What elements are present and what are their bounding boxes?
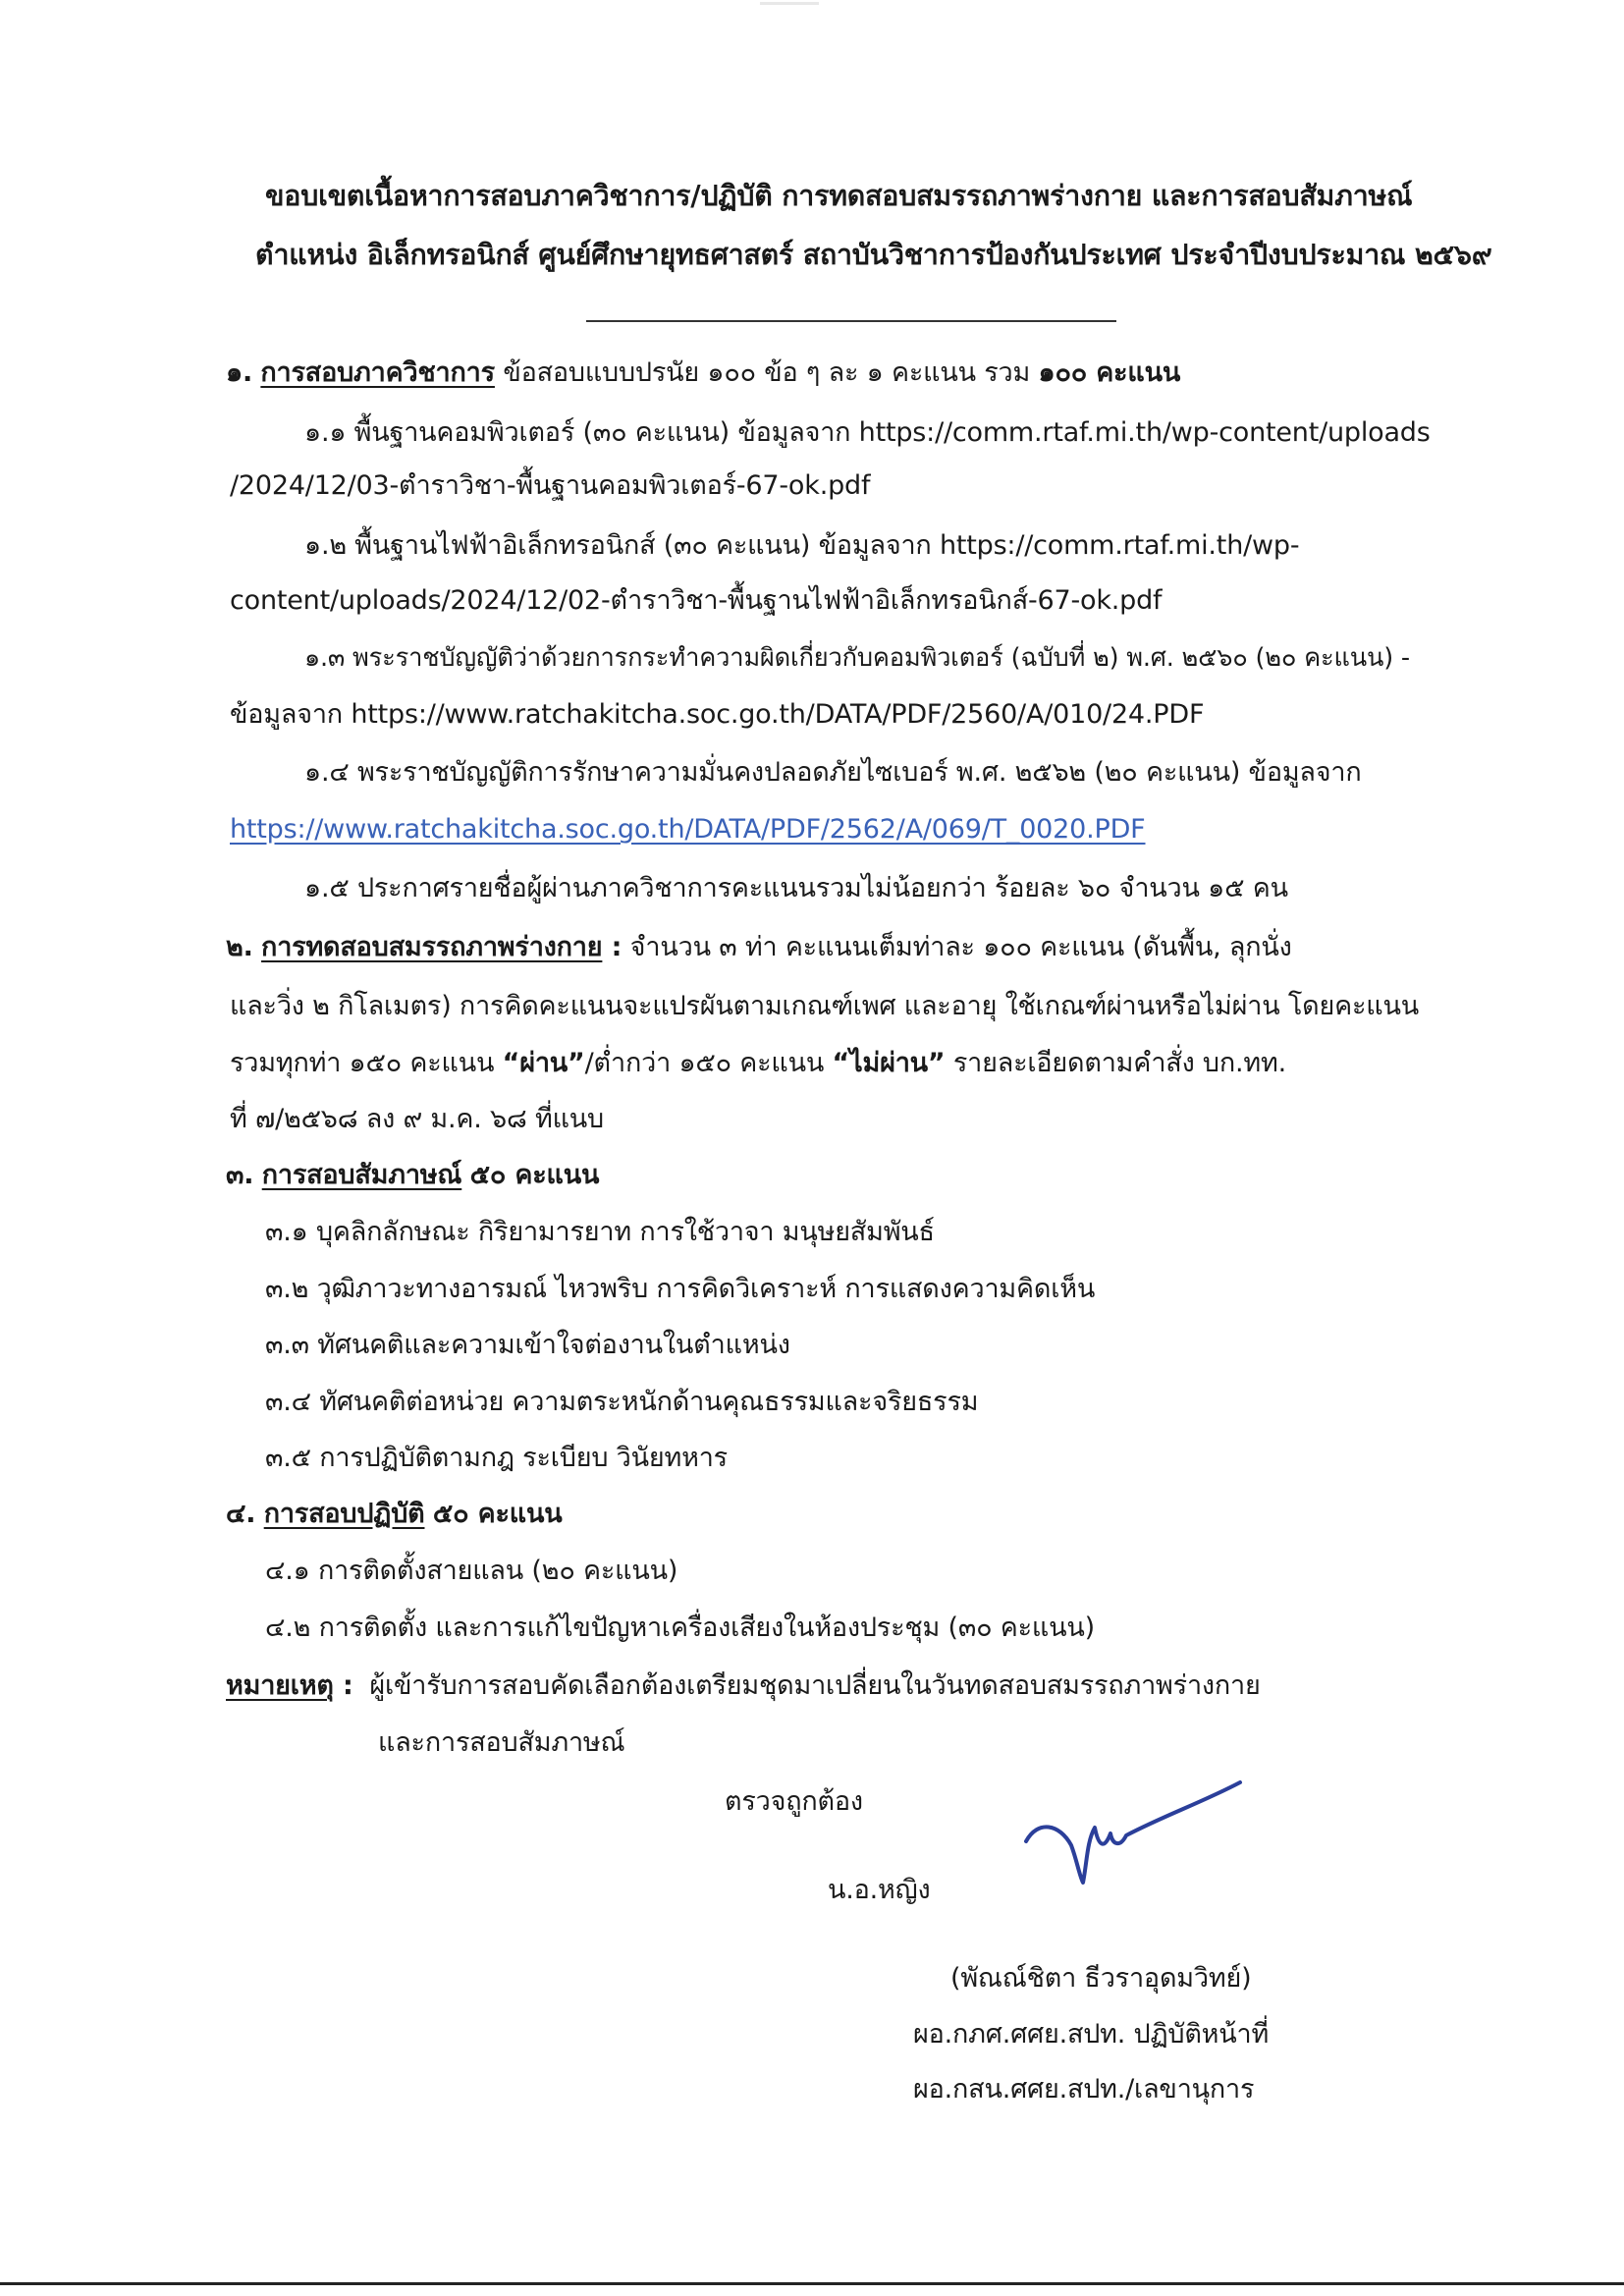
section-4-heading: การสอบปฏิบัติ xyxy=(263,1499,425,1529)
scan-edge-line xyxy=(0,2282,1624,2285)
signer-rank: น.อ.หญิง xyxy=(828,1875,931,1905)
section-2-text-3c: รายละเอียดตามคำสั่ง บก.ทท. xyxy=(952,1048,1286,1078)
section-2-line-1 xyxy=(226,928,1292,967)
pass-label: “ผ่าน” xyxy=(502,1048,585,1078)
title-line-2: ตำแหน่ง อิเล็กทรอนิกส์ ศูนย์ศึกษายุทธศาสตร์ สถาบันวิชาการป้องกันประเทศ ประจำปีงบประมาณ ๒๕๖๙ xyxy=(255,239,1492,271)
section-4-score: ๕๐ คะแนน xyxy=(432,1499,563,1529)
note-text-1: ผู้เข้ารับการสอบคัดเลือกต้องเตรียมชุดมาเปลี่ยนในวันทดสอบสมรรถภาพร่างกาย xyxy=(369,1670,1261,1701)
item-3-1: ๓.๑ บุคลิกลักษณะ กิริยามารยาท การใช้วาจา มนุษยสัมพันธ์ xyxy=(265,1217,935,1247)
note-line-2: และการสอบสัมภาษณ์ xyxy=(378,1727,625,1758)
section-4-line xyxy=(226,1495,562,1534)
item-1-4-link[interactable]: https://www.ratchakitcha.soc.go.th/DATA/PDF/2562/A/069/T_0020.PDF xyxy=(230,814,1146,845)
section-2-line-3 xyxy=(230,1044,1286,1083)
item-3-3: ๓.๓ ทัศนคติและความเข้าใจต่องานในตำแหน่ง xyxy=(265,1330,790,1360)
note-line-1 xyxy=(226,1667,1261,1706)
section-1-total: ๑๐๐ คะแนน xyxy=(1038,357,1181,388)
section-2-line-4: ที่ ๗/๒๕๖๘ ลง ๙ ม.ค. ๖๘ ที่แนบ xyxy=(230,1104,604,1134)
section-1-text: ข้อสอบแบบปรนัย ๑๐๐ ข้อ ๆ ละ ๑ คะแนน รวม xyxy=(503,357,1031,388)
section-3-score: ๕๐ คะแนน xyxy=(469,1160,600,1190)
section-3-number: ๓. xyxy=(226,1160,254,1190)
title-line-1: ขอบเขตเนื้อหาการสอบภาควิชาการ/ปฏิบัติ การทดสอบสมรรถภาพร่างกาย และการสอบสัมภาษณ์ xyxy=(265,180,1413,212)
verified-label: ตรวจถูกต้อง xyxy=(725,1786,863,1817)
item-1-3-line-2: ข้อมูลจาก https://www.ratchakitcha.soc.go.th/DATA/PDF/2560/A/010/24.PDF xyxy=(230,699,1205,730)
section-2-text-1: จำนวน ๓ ท่า คะแนนเต็มท่าละ ๑๐๐ คะแนน (ดันพื้น, ลุกนั่ง xyxy=(629,932,1292,962)
section-4-number: ๔. xyxy=(226,1499,256,1529)
item-1-4-line-1: ๑.๔ พระราชบัญญัติการรักษาความมั่นคงปลอดภัยไซเบอร์ พ.ศ. ๒๕๖๒ (๒๐ คะแนน) ข้อมูลจาก xyxy=(304,757,1362,788)
section-1-line xyxy=(226,354,1180,393)
signer-position-1: ผอ.กภศ.ศศย.สปท. ปฏิบัติหน้าที่ xyxy=(913,2019,1270,2050)
item-1-2-line-1: ๑.๒ พื้นฐานไฟฟ้าอิเล็กทรอนิกส์ (๓๐ คะแนน) ข้อมูลจาก https://comm.rtaf.mi.th/wp- xyxy=(304,530,1300,561)
item-1-1-line-1: ๑.๑ พื้นฐานคอมพิวเตอร์ (๓๐ คะแนน) ข้อมูลจาก https://comm.rtaf.mi.th/wp-content/uploads xyxy=(304,417,1431,448)
section-3-heading: การสอบสัมภาษณ์ xyxy=(261,1160,462,1190)
section-1-number: ๑. xyxy=(226,357,252,388)
note-label: หมายเหตุ xyxy=(226,1670,334,1701)
item-4-2: ๔.๒ การติดตั้ง และการแก้ไขปัญหาเครื่องเสียงในห้องประชุม (๓๐ คะแนน) xyxy=(265,1613,1095,1643)
section-1-heading: การสอบภาควิชาการ xyxy=(260,357,495,388)
signer-name: (พัณณ์ชิตา ธีวราอุดมวิทย์) xyxy=(950,1963,1252,1994)
item-3-2: ๓.๒ วุฒิภาวะทางอารมณ์ ไหวพริบ การคิดวิเคราะห์ การแสดงความคิดเห็น xyxy=(265,1274,1096,1304)
item-1-2-line-2: content/uploads/2024/12/02-ตำราวิชา-พื้นฐานไฟฟ้าอิเล็กทรอนิกส์-67-ok.pdf xyxy=(230,585,1163,616)
item-1-5: ๑.๕ ประกาศรายชื่อผู้ผ่านภาควิชาการคะแนนรวมไม่น้อยกว่า ร้อยละ ๖๐ จำนวน ๑๕ คน xyxy=(304,873,1288,903)
section-2-heading: การทดสอบสมรรถภาพร่างกาย xyxy=(261,932,603,962)
note-colon: : xyxy=(333,1670,353,1701)
section-2-text-3b: /ต่ำกว่า ๑๕๐ คะแนน xyxy=(584,1048,825,1078)
item-3-4: ๓.๔ ทัศนคติต่อหน่วย ความตระหนักด้านคุณธรรมและจริยธรรม xyxy=(265,1387,979,1417)
item-3-5: ๓.๕ การปฏิบัติตามกฎ ระเบียบ วินัยทหาร xyxy=(265,1443,728,1473)
section-3-line xyxy=(226,1156,599,1195)
fail-label: “ไม่ผ่าน” xyxy=(832,1048,946,1078)
title-divider xyxy=(586,320,1116,322)
signer-position-2: ผอ.กสน.ศศย.สปท./เลขานุการ xyxy=(913,2074,1255,2105)
scan-mark xyxy=(760,2,819,5)
item-4-1: ๔.๑ การติดตั้งสายแลน (๒๐ คะแนน) xyxy=(265,1556,678,1586)
handwritten-signature xyxy=(1016,1773,1252,1890)
section-2-text-3a: รวมทุกท่า ๑๕๐ คะแนน xyxy=(230,1048,495,1078)
section-2-number: ๒. xyxy=(226,932,253,962)
section-2-colon: : xyxy=(602,932,623,962)
item-1-1-line-2: /2024/12/03-ตำราวิชา-พื้นฐานคอมพิวเตอร์-67-ok.pdf xyxy=(230,470,871,501)
section-2-line-2: และวิ่ง ๒ กิโลเมตร) การคิดคะแนนจะแปรผันตามเกณฑ์เพศ และอายุ ใช้เกณฑ์ผ่านหรือไม่ผ่าน โดยคะแนน xyxy=(230,991,1420,1021)
item-1-3-line-1: ๑.๓ พระราชบัญญัติว่าด้วยการกระทำความผิดเกี่ยวกับคอมพิวเตอร์ (ฉบับที่ ๒) พ.ศ. ๒๕๖๐ (๒๐ คะแนน) - xyxy=(304,643,1410,673)
